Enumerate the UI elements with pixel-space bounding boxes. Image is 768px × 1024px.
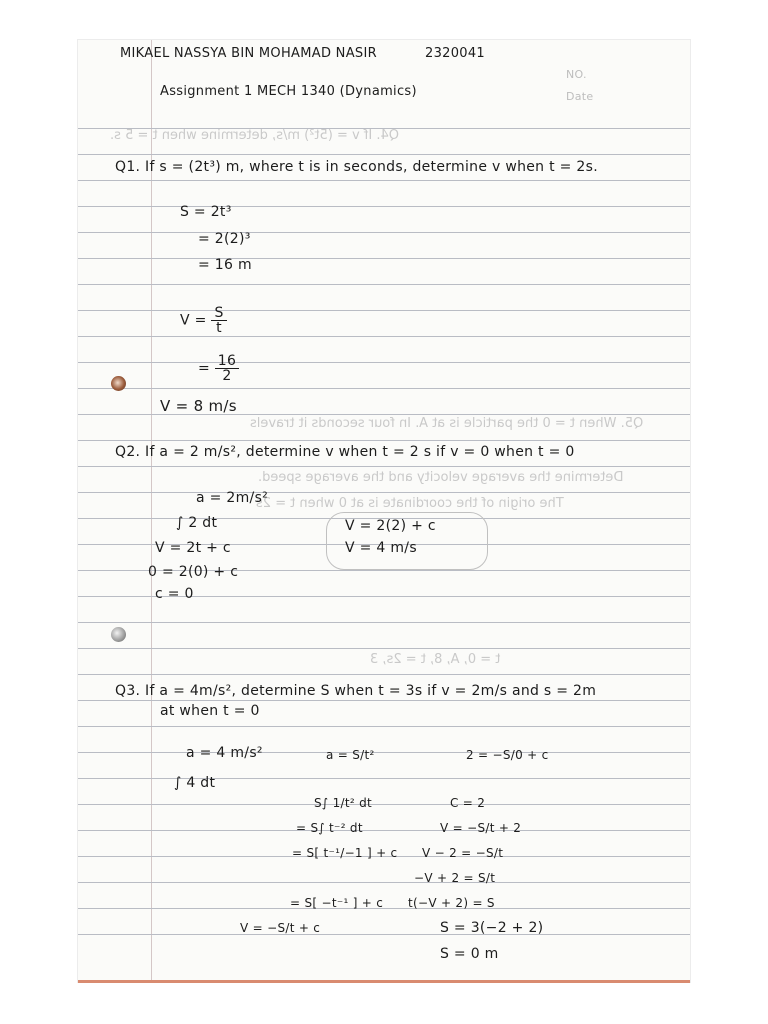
bleed-through-text: Q5. When t = 0 the particle is at A. In four seconds it travels xyxy=(250,416,644,431)
rule-line xyxy=(78,804,690,805)
scribble-loop xyxy=(326,512,488,570)
margin-line xyxy=(151,40,152,982)
rule-line xyxy=(78,258,690,259)
q1-question: Q1. If s = (2t³) m, where t is in seconds, determine v when t = 2s. xyxy=(115,159,598,175)
rule-line xyxy=(78,336,690,337)
q3-work-line: = S[ −t⁻¹ ] + c xyxy=(290,896,384,910)
assignment-title: Assignment 1 MECH 1340 (Dynamics) xyxy=(160,84,417,99)
rule-line xyxy=(78,284,690,285)
rule-line xyxy=(78,622,690,623)
no-label: NO. xyxy=(566,68,587,81)
rule-line xyxy=(78,752,690,753)
rule-line xyxy=(78,934,690,935)
q2-work-line: 0 = 2(0) + c xyxy=(148,564,239,580)
q3-work-line: ∫ 4 dt xyxy=(174,775,216,791)
q2-work-line: a = 2m/s² xyxy=(196,490,269,506)
bleed-through-text: Determine the average velocity and the average speed. xyxy=(258,470,624,485)
rule-line xyxy=(78,154,690,155)
q3-work-line: V = −S/t + 2 xyxy=(440,821,522,835)
q1-work-line: S = 2t³ xyxy=(180,204,232,220)
q3-question: Q3. If a = 4m/s², determine S when t = 3s if v = 2m/s and s = 2m xyxy=(115,683,597,699)
rule-line xyxy=(78,440,690,441)
rule-line xyxy=(78,726,690,727)
rule-line xyxy=(78,206,690,207)
notebook-page xyxy=(78,40,690,982)
q2-answer: V = 4 m/s xyxy=(345,540,417,556)
q2-work-line: c = 0 xyxy=(155,586,194,602)
q1-answer: V = 8 m/s xyxy=(160,397,237,415)
page-bottom-edge xyxy=(78,980,690,983)
q2-work-line: V = 2(2) + c xyxy=(345,518,436,534)
rule-line xyxy=(78,466,690,467)
q1-work-line: = 2(2)³ xyxy=(198,231,251,247)
q3-work-line: = S∫ t⁻² dt xyxy=(296,821,363,835)
q1-work-line: = $\frac{16}{2}$ xyxy=(198,354,239,383)
rule-line xyxy=(78,362,690,363)
q3-question-cont: at when t = 0 xyxy=(160,703,260,719)
q2-work-line: ∫ 2 dt xyxy=(176,515,218,531)
rule-line xyxy=(78,830,690,831)
q3-answer: S = 0 m xyxy=(440,946,499,962)
rule-line xyxy=(78,648,690,649)
q2-question: Q2. If a = 2 m/s², determine v when t = 2 s if v = 0 when t = 0 xyxy=(115,444,575,460)
rule-line xyxy=(78,674,690,675)
q3-work-line: S∫ 1/t² dt xyxy=(314,796,373,810)
rule-line xyxy=(78,778,690,779)
student-id: 2320041 xyxy=(425,46,485,61)
q3-work-line: −V + 2 = S/t xyxy=(414,871,496,885)
bleed-through-text: t = 0, A, 8, t = 2s, 3 xyxy=(370,652,501,667)
q3-work-line: S = 3(−2 + 2) xyxy=(440,920,544,936)
bleed-through-text: The origin of the coordinate is at 0 when t = 2s xyxy=(256,496,564,511)
q3-work-line: C = 2 xyxy=(450,796,486,810)
rule-line xyxy=(78,232,690,233)
date-label: Date xyxy=(566,90,594,103)
rule-line xyxy=(78,700,690,701)
rule-line xyxy=(78,310,690,311)
q3-work-line: = S[ t⁻¹/−1 ] + c xyxy=(292,846,398,860)
q1-work-line: = 16 m xyxy=(198,257,252,273)
student-name: MIKAEL NASSYA BIN MOHAMAD NASIR xyxy=(120,46,377,61)
rule-line xyxy=(78,180,690,181)
q2-work-line: V = 2t + c xyxy=(155,540,231,556)
rule-line xyxy=(78,388,690,389)
q3-work-line: 2 = −S/0 + c xyxy=(466,748,549,762)
rule-line xyxy=(78,882,690,883)
binder-hole-icon xyxy=(111,376,126,391)
q3-work-line: a = S/t² xyxy=(326,748,375,762)
binder-hole-icon xyxy=(111,627,126,642)
rule-line xyxy=(78,492,690,493)
q1-work-line: V = $\frac{S}{t}$ xyxy=(180,306,227,335)
q3-work-line: V = −S/t + c xyxy=(240,921,321,935)
bleed-through-text: Q4. If v = (5t²) m/s, determine when t = 5 s. xyxy=(110,128,400,143)
q3-work-line: a = 4 m/s² xyxy=(186,745,263,761)
q3-work-line: V − 2 = −S/t xyxy=(422,846,504,860)
rule-line xyxy=(78,908,690,909)
q3-work-line: t(−V + 2) = S xyxy=(408,896,495,910)
